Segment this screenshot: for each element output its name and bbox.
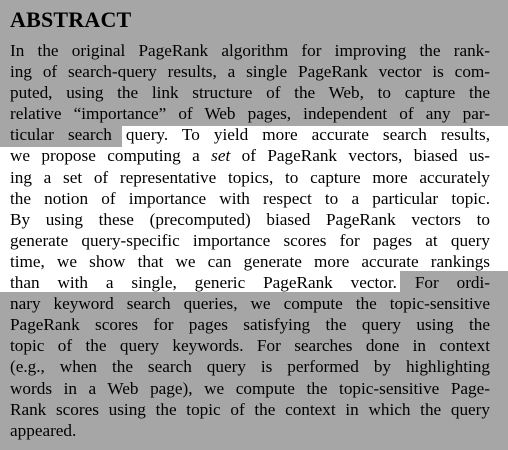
emphasis-word: set [211, 146, 231, 166]
text-line: puted, using the link structure of the Web, to capture the [10, 83, 490, 103]
line-segment: of PageRank vectors, biased us- [241, 146, 491, 166]
text-line [10, 272, 490, 293]
text-line: (e.g., when the search query is performed by highlighting [10, 357, 490, 377]
text-line: topic of the query keywords. For searches done in context [10, 336, 490, 356]
text-line: time, we show that we can generate more accurate rankings [10, 251, 490, 271]
text-line: PageRank scores for pages satisfying the query using the [10, 315, 490, 335]
text-line: In the original PageRank algorithm for improving the rank- [10, 41, 490, 60]
text-line: ticular search query. To yield more accurate search results, [10, 125, 490, 145]
text-line: nary keyword search queries, we compute the topic-sensitive [10, 294, 490, 314]
text-line: appeared. [10, 420, 77, 440]
text-line: ing a set of representative topics, to capture more accurately [10, 167, 490, 187]
text-line: Rank scores using the topic of the context in which the query [10, 399, 490, 419]
abstract-body[interactable] [10, 40, 490, 441]
line-segment: than with a single, generic PageRank vector. [10, 273, 397, 293]
line-segment: we propose computing a [10, 146, 200, 166]
text-line: By using these (precomputed) biased PageRank vectors to [10, 209, 490, 229]
line-segment: For ordi- [414, 273, 491, 293]
text-line: the notion of importance with respect to a particular topic. [10, 188, 490, 208]
text-line [10, 145, 490, 166]
text-line: words in a Web page), we compute the topic-sensitive Page- [10, 378, 490, 398]
text-line: ing of search-query results, a single PageRank vector is com- [10, 62, 490, 82]
text-line: relative “importance” of Web pages, independent of any par- [10, 104, 490, 124]
text-line: generate query-specific importance scores for pages at query [10, 230, 490, 250]
abstract-heading: ABSTRACT [10, 7, 132, 32]
